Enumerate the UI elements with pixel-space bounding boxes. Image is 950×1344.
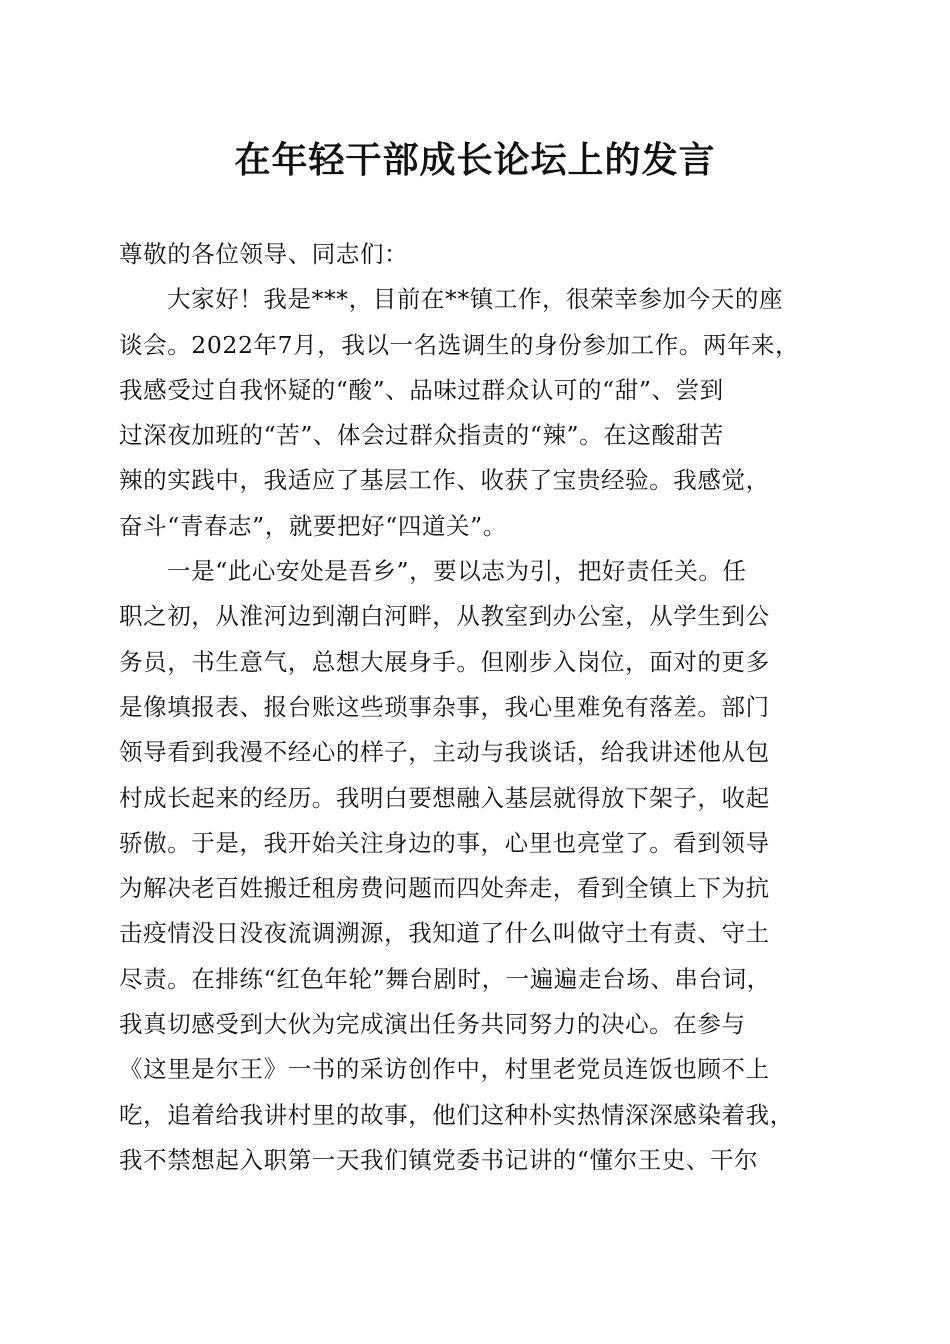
paragraph-line: 辣的实践中，我适应了基层工作、收获了宝贵经验。我感觉，: [119, 466, 770, 495]
paragraph-line: 领导看到我漫不经心的样子，主动与我谈话，给我讲述他从包: [119, 738, 770, 767]
paragraph-line: 是像填报表、报台账这些琐事杂事，我心里难免有落差。部门: [119, 692, 770, 721]
paragraph-line: 尽责。在排练“红色年轮”舞台剧时，一遍遍走台场、串台词，: [119, 964, 771, 993]
paragraph-line: 骄傲。于是，我开始关注身边的事，心里也亮堂了。看到领导: [119, 828, 770, 857]
paragraph-line: 击疫情没日没夜流调溯源，我知道了什么叫做守土有责、守土: [119, 919, 770, 948]
document-body: [119, 232, 831, 1183]
paragraph-line: 我不禁想起入职第一天我们镇党委书记讲的“懂尔王史、干尔: [119, 1145, 759, 1174]
paragraph-line: 我感受过自我怀疑的“酸”、品味过群众认可的“甜”、尝到: [119, 375, 724, 404]
paragraph-line: 过深夜加班的“苦”、体会过群众指责的“辣”。在这酸甜苦: [119, 421, 724, 450]
paragraph-line: 务员，书生意气，总想大展身手。但刚步入岗位，面对的更多: [119, 647, 770, 676]
paragraph-line: 我真切感受到大伙为完成演出任务共同努力的决心。在参与: [119, 1010, 746, 1039]
paragraph-line: 《这里是尔王》一书的采访创作中，村里老党员连饭也顾不上: [119, 1055, 770, 1084]
paragraph-line: 吃，追着给我讲村里的故事，他们这种朴实热情深深感染着我，: [119, 1100, 794, 1129]
paragraph-line: 谈会。2022年7月，我以一名选调生的身份参加工作。两年来，: [119, 330, 800, 359]
salutation-line: 尊敬的各位领导、同志们：: [119, 240, 409, 268]
paragraph-line: 大家好！我是***，目前在**镇工作，很荣幸参加今天的座: [167, 285, 784, 314]
paragraph-line: 一是“此心安处是吾乡”，要以志为引，把好责任关。任: [167, 557, 747, 586]
paragraph-line: 村成长起来的经历。我明白要想融入基层就得放下架子，收起: [119, 783, 770, 812]
paragraph-line: 为解决老百姓搬迁租房费问题而四处奔走，看到全镇上下为抗: [119, 874, 770, 903]
document-title: 在年轻干部成长论坛上的发言: [234, 139, 716, 181]
paragraph-line: 奋斗“青春志”，就要把好“四道关”。: [119, 511, 507, 540]
paragraph-line: 职之初，从淮河边到潮白河畔，从教室到办公室，从学生到公: [119, 602, 770, 631]
